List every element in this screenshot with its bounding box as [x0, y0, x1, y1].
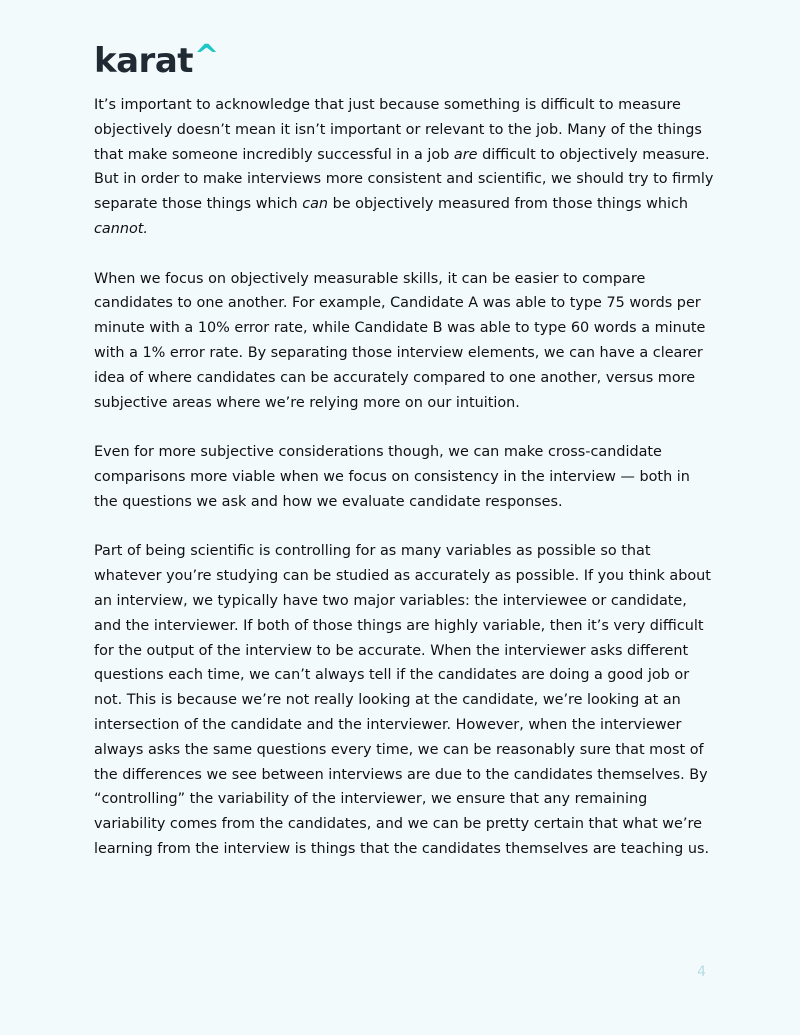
karat-logo	[94, 40, 219, 82]
paragraph-1-text-c: difficult to objectively measure. But in order to make interviews more consistent and scientific, we should try to firmly separate those things which	[94, 146, 714, 213]
paragraph-1	[94, 93, 714, 242]
paragraph-1-emphasis-are: are	[453, 146, 478, 163]
paragraph-1-text-e: be objectively measured from those things which	[328, 196, 689, 213]
logo-caret-mark: ^	[194, 39, 219, 74]
paragraph-2: When we focus on objectively measurable skills, it can be easier to compare candidates to one another. For example, Candidate A was able to type 75 words per minute with a 10% error rate, while Candidate B was able to type 60 words a minute with a 1% error rate. By separating those interview elements, we can have a clearer idea of where candidates can be accurately compared to one another, versus more subjective areas where we’re relying more on our intuition.	[94, 270, 706, 411]
paragraph-1-text-a: It’s important to acknowledge that just because something is difficult to measure objectively doesn’t mean it isn’t important or relevant to the job. Many of the things that make someone incredibly successful in a job	[94, 97, 702, 163]
paragraph-4: Part of being scientific is controlling for as many variables as possible so that whatever you’re studying can be studied as accurately as possible. If you think about an interview, we typically have two major variables: the interviewee or candidate, and the interviewer. If both of those things are highly variable, then it’s very difficult for the output of the interview to be accurate. When the interviewer asks different questions each time, we can’t always tell if the candidates are doing a good job or not. This is because we’re not really looking at the candidate, we’re looking at an intersection of the candidate and the interviewer. However, when the interviewer always asks the same questions every time, we can be reasonably sure that most of the differences we see between interviews are due to the candidates themselves. By “controlling” the variability of the interviewer, we ensure that any remaining variability comes from the candidates, and we can be pretty certain that what we’re learning from the interview is things that the candidates themselves are teaching us.	[94, 543, 711, 857]
paragraph-1-emphasis-cannot: cannot.	[94, 220, 148, 237]
page-number: 4	[697, 964, 706, 980]
paragraph-3: Even for more subjective considerations though, we can make cross-candidate comparisons more viable when we focus on consistency in the interview — both in the questions we ask and how we evaluate candidate responses.	[94, 444, 690, 510]
logo-wordmark: karat	[94, 41, 194, 81]
body-content	[94, 93, 714, 887]
paragraph-1-emphasis-can: can	[302, 196, 329, 213]
